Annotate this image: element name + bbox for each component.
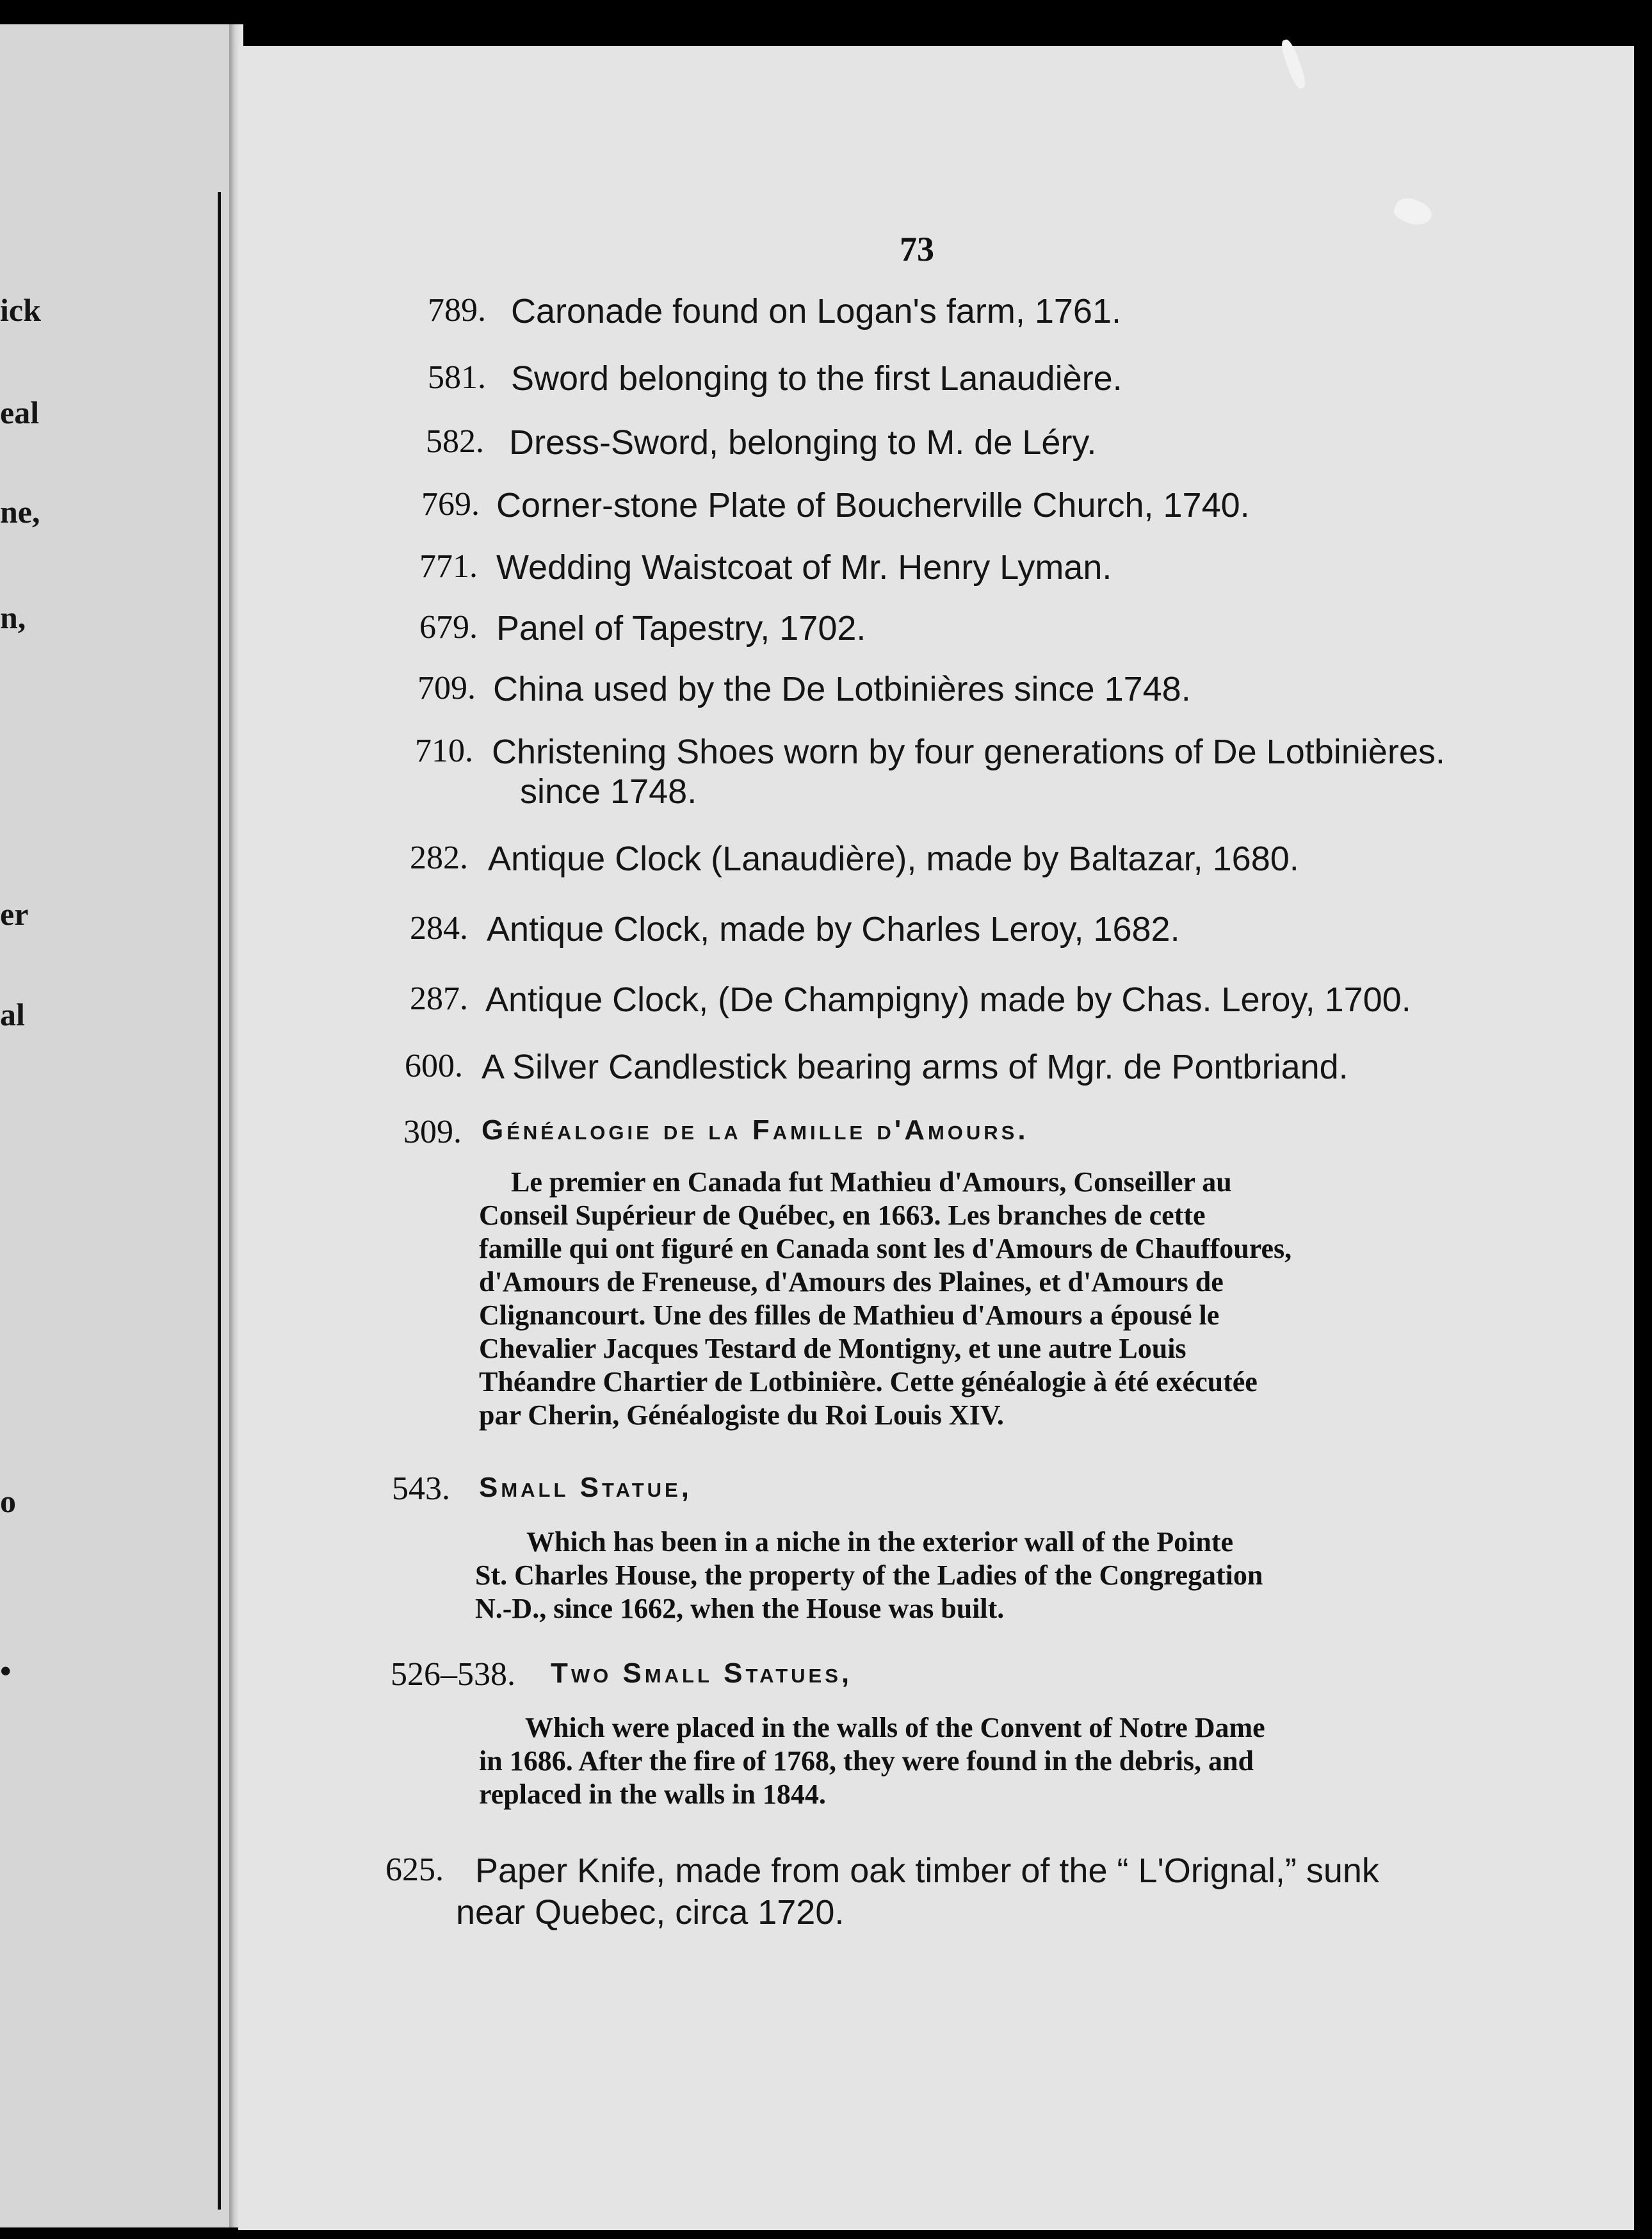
left-fragment: ick <box>0 292 41 328</box>
left-fragment: ne, <box>0 494 40 530</box>
entry-number: 582. <box>426 423 484 460</box>
entry-number: 769. <box>421 486 480 523</box>
entry-number: 625. <box>385 1852 444 1888</box>
entry-number: 709. <box>417 670 476 706</box>
description-line: Théandre Chartier de Lotbinière. Cette généalogie à été exécutée <box>479 1366 1258 1397</box>
entry-title: Généalogie de la Famille d'Amours. <box>482 1114 1029 1146</box>
description-line: N.-D., since 1662, when the House was built. <box>475 1593 1005 1624</box>
description-line: Which has been in a niche in the exterior wall of the Pointe <box>526 1526 1234 1558</box>
entry-description <box>475 1526 1384 1625</box>
description-line: d'Amours de Freneuse, d'Amours des Plaines, et d'Amours de <box>479 1266 1224 1298</box>
description-line: Which were placed in the walls of the Convent of Notre Dame <box>525 1712 1265 1743</box>
entry-text: Paper Knife, made from oak timber of the “ L'Orignal,” sunk <box>475 1852 1379 1890</box>
left-fragment: o <box>0 1483 16 1519</box>
entry-number: 526–538. <box>391 1656 515 1693</box>
entry-number: 789. <box>428 292 486 329</box>
entry-number: 581. <box>428 359 486 396</box>
description-line: Conseil Supérieur de Québec, en 1663. Les branches de cette <box>479 1200 1206 1231</box>
page-number: 73 <box>900 230 934 268</box>
left-fragment: • <box>0 1653 12 1689</box>
description-line: Chevalier Jacques Testard de Montigny, et une autre Louis <box>479 1333 1186 1364</box>
entry-text: A Silver Candlestick bearing arms of Mgr. de Pontbriand. <box>482 1048 1348 1086</box>
description-line: Clignancourt. Une des filles de Mathieu d'Amours a épousé le <box>479 1299 1220 1331</box>
entry-number: 287. <box>410 981 468 1017</box>
left-fragment: er <box>0 896 29 932</box>
entry-number: 309. <box>403 1114 462 1150</box>
entry-text: Wedding Waistcoat of Mr. Henry Lyman. <box>496 548 1112 587</box>
entry-number: 710. <box>415 733 473 769</box>
left-page-fragment <box>0 24 231 2227</box>
entry-text: Christening Shoes worn by four generations of De Lotbinières. <box>492 733 1445 771</box>
description-line: in 1686. After the fire of 1768, they were found in the debris, and <box>479 1745 1254 1777</box>
entry-text: Antique Clock, (De Champigny) made by Chas. Leroy, 1700. <box>485 981 1411 1019</box>
entry-number: 771. <box>419 548 478 585</box>
entry-number: 282. <box>410 840 468 876</box>
entry-number: 284. <box>410 910 468 947</box>
description-line: famille qui ont figuré en Canada sont les d'Amours de Chauffoures, <box>479 1233 1292 1264</box>
entry-title: Small Statue, <box>479 1472 692 1503</box>
entry-continuation: since 1748. <box>520 772 697 811</box>
left-fragment: eal <box>0 395 40 430</box>
entry-text: Corner-stone Plate of Boucherville Church, 1740. <box>496 486 1250 525</box>
entry-title: Two Small Statues, <box>551 1657 853 1689</box>
entry-text: Sword belonging to the first Lanaudière. <box>511 359 1122 398</box>
entry-description <box>479 1166 1382 1432</box>
entry-number: 600. <box>405 1048 463 1084</box>
left-fragment: al <box>0 997 25 1032</box>
entry-text: Antique Clock, made by Charles Leroy, 1682. <box>487 910 1180 949</box>
entry-number: 679. <box>419 609 478 646</box>
description-line: St. Charles House, the property of the Ladies of the Congregation <box>475 1559 1263 1591</box>
description-line: Le premier en Canada fut Mathieu d'Amours, Conseiller au <box>511 1166 1232 1198</box>
entry-number: 543. <box>392 1470 450 1507</box>
entry-description <box>479 1711 1382 1811</box>
entry-text: Dress-Sword, belonging to M. de Léry. <box>509 423 1097 462</box>
description-line: replaced in the walls in 1844. <box>479 1779 826 1810</box>
left-fragment: n, <box>0 599 26 635</box>
entry-text: China used by the De Lotbinières since 1748. <box>493 670 1191 708</box>
description-line: par Cherin, Généalogiste du Roi Louis XIV. <box>479 1399 1004 1431</box>
spine-shadow <box>218 192 221 2210</box>
entry-text: Antique Clock (Lanaudière), made by Baltazar, 1680. <box>488 840 1299 878</box>
entry-continuation: near Quebec, circa 1720. <box>456 1893 845 1932</box>
entry-text: Caronade found on Logan's farm, 1761. <box>511 292 1121 330</box>
entry-text: Panel of Tapestry, 1702. <box>496 609 866 647</box>
